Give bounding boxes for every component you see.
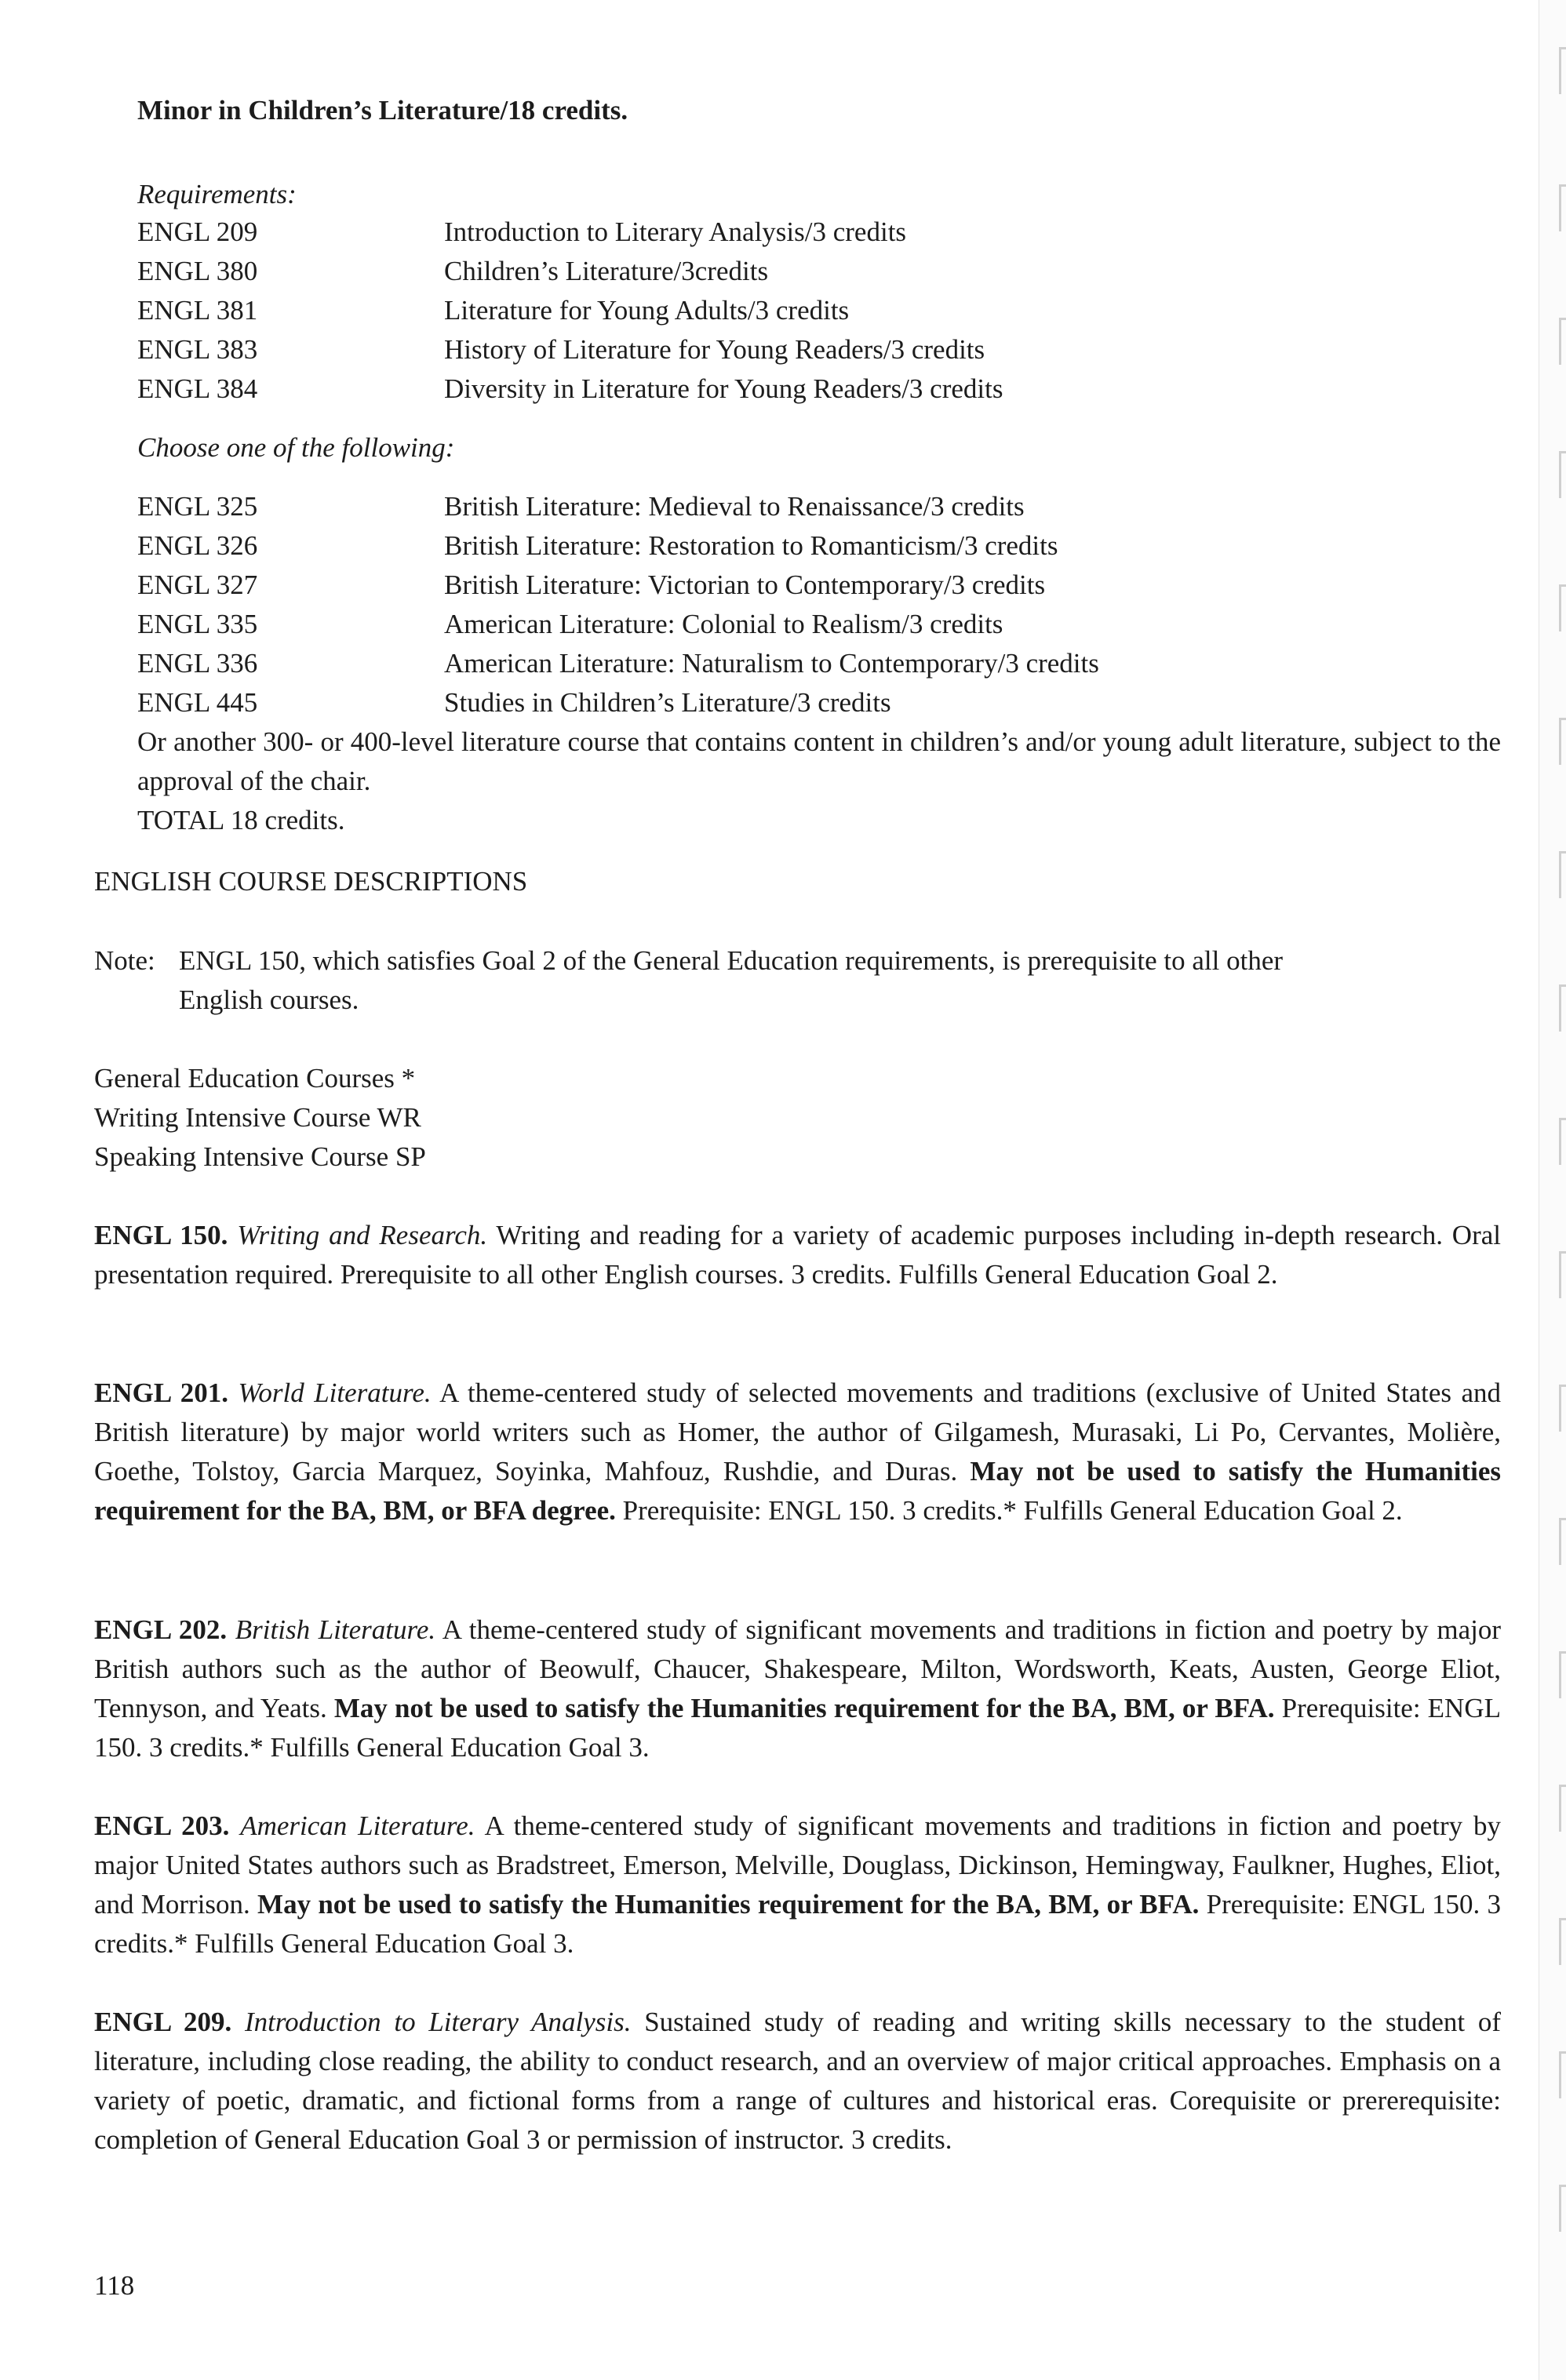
course-title: American Literature. [240,1810,475,1841]
course-code: ENGL 201. [94,1377,228,1408]
table-row [137,291,1003,330]
course-code: ENGL 203. [94,1810,230,1841]
edge-mark [1559,2051,1561,2098]
course-restriction: May not be used to satisfy the Humanities requirement for the BA, BM, or BFA. [257,1889,1200,1920]
note-text-continued: English courses. [179,984,359,1015]
course-code: ENGL 326 [137,530,258,561]
course-code: ENGL 209. [94,2007,232,2037]
course-title: British Literature: Victorian to Contemporary/3 credits [444,570,1046,600]
table-row [137,566,1099,605]
edge-mark [1559,584,1561,631]
note-label: Note: [94,945,155,976]
legend-speaking-intensive: Speaking Intensive Course SP [94,1141,426,1172]
minor-title: Minor in Children’s Literature/18 credits. [137,95,628,126]
table-row [137,526,1099,566]
table-row [137,487,1099,526]
course-code: ENGL 445 [137,687,258,718]
course-code: ENGL 150. [94,1220,228,1250]
edge-mark [1559,984,1561,1032]
table-row [137,213,1003,252]
course-code: ENGL 380 [137,256,258,286]
edge-mark [1559,1785,1561,1832]
course-text-after: Prerequisite: ENGL 150. 3 credits.* Fulfills General Education Goal 2. [615,1495,1403,1526]
course-code: ENGL 325 [137,491,258,522]
table-row [137,369,1003,409]
edge-mark [1559,1385,1561,1432]
edge-mark [1559,718,1561,765]
course-title: American Literature: Colonial to Realism/3 credits [444,609,1003,639]
course-code: ENGL 209 [137,217,258,247]
course-code: ENGL 202. [94,1614,228,1645]
page-number: 118 [94,2270,135,2301]
note-text: ENGL 150, which satisfies Goal 2 of the General Education requirements, is prerequisite to all other [179,945,1284,976]
alternative-note: Or another 300- or 400-level literature course that contains content in children’s and/or young adult literature, subject to the approval of the chair. [137,726,1501,796]
course-title: Introduction to Literary Analysis/3 credits [444,217,907,247]
course-title: Introduction to Literary Analysis. [244,2007,632,2037]
course-code: ENGL 384 [137,373,258,404]
course-description-engl-201 [94,1374,1501,1530]
requirements-table [137,213,1003,409]
edge-mark [1559,1251,1561,1298]
requirements-label: Requirements: [137,179,297,209]
edge-mark [1559,851,1561,898]
course-title: Literature for Young Adults/3 credits [444,295,850,326]
edge-mark [1559,1518,1561,1565]
table-row [137,605,1099,644]
choose-label: Choose one of the following: [137,432,455,463]
edge-mark [1559,1651,1561,1698]
edge-mark [1559,451,1561,498]
course-title: British Literature: Restoration to Romanticism/3 credits [444,530,1058,561]
edge-mark [1559,318,1561,365]
course-text-after: Prerequisite: ENGL 150. 3 credits.* Fulfills General Education Goal 3. [94,1693,1501,1763]
course-code: ENGL 335 [137,609,258,639]
course-code: ENGL 327 [137,570,258,600]
edge-mark [1559,1118,1561,1165]
scan-page-edge [1539,0,1566,2380]
table-row [137,683,1099,722]
course-description-engl-150 [94,1216,1501,1294]
total-credits: TOTAL 18 credits. [137,805,345,835]
legend-writing-intensive: Writing Intensive Course WR [94,1102,421,1133]
course-description-engl-202 [94,1610,1501,1767]
course-code: ENGL 383 [137,334,258,365]
course-title: American Literature: Naturalism to Contemporary/3 credits [444,648,1099,679]
legend-general-education: General Education Courses * [94,1063,416,1094]
course-text: A theme-centered study of significant movements and traditions in fiction and poetry by major United States authors such as Bradstreet, Emerson, Melville, Douglass, Dickinson, Hemingway, Faulkner, Hughes, Eliot, and Morrison. [94,1810,1502,1920]
course-text-after: Prerequisite: ENGL 150. 3 credits.* Fulfills General Education Goal 3. [94,1889,1501,1959]
course-title: Writing and Research. [237,1220,488,1250]
table-row [137,252,1003,291]
edge-mark [1559,184,1561,231]
course-restriction: May not be used to satisfy the Humanities requirement for the BA, BM, or BFA. [333,1693,1275,1723]
section-heading: ENGLISH COURSE DESCRIPTIONS [94,866,528,897]
table-row [137,644,1099,683]
course-text: Sustained study of reading and writing skills necessary to the student of literature, including close reading, the ability to conduct research, and an overview of major critical approaches. Emphasis on a variety of poetic, dramatic, and fictional forms from a range of cultures and historical eras. Corequisite or prererequisite: completion of General Education Goal 3 or permission of instructor. 3 credits. [94,2007,1502,2155]
course-code: ENGL 381 [137,295,258,326]
course-code: ENGL 336 [137,648,258,679]
course-title: Diversity in Literature for Young Readers/3 credits [444,373,1003,404]
course-title: History of Literature for Young Readers/3 credits [444,334,985,365]
edge-mark [1559,1918,1561,1965]
table-row [137,330,1003,369]
course-text: Writing and reading for a variety of academic purposes including in-depth research. Oral presentation required. Prerequisite to all other English courses. 3 credits. Fulfills General Education Goal 2. [94,1220,1501,1290]
electives-table [137,487,1099,722]
edge-mark [1559,2185,1561,2232]
course-description-engl-203 [94,1807,1501,1963]
course-description-engl-209 [94,2003,1501,2160]
course-title: British Literature. [235,1614,436,1645]
course-title: World Literature. [238,1377,432,1408]
course-title: Studies in Children’s Literature/3 credits [444,687,891,718]
course-text: A theme-centered study of significant movements and traditions in fiction and poetry by major British authors such as the author of Beowulf, Chaucer, Shakespeare, Milton, Wordsworth, Keats, Austen, George Eliot, Tennyson, and Yeats. [94,1614,1502,1723]
prerequisite-note [94,941,1501,1020]
edge-mark [1559,47,1561,94]
course-restriction: May not be used to satisfy the Humanities requirement for the BA, BM, or BFA degree. [94,1456,1501,1526]
course-title: British Literature: Medieval to Renaissance/3 credits [444,491,1025,522]
course-text: A theme-centered study of selected movements and traditions (exclusive of United States and British literature) by major world writers such as Homer, the author of Gilgamesh, Murasaki, Li Po, Cervantes, Molière, Goethe, Tolstoy, Garcia Marquez, Soyinka, Mahfouz, Rushdie, and Duras. [94,1377,1501,1487]
course-title: Children’s Literature/3credits [444,256,769,286]
